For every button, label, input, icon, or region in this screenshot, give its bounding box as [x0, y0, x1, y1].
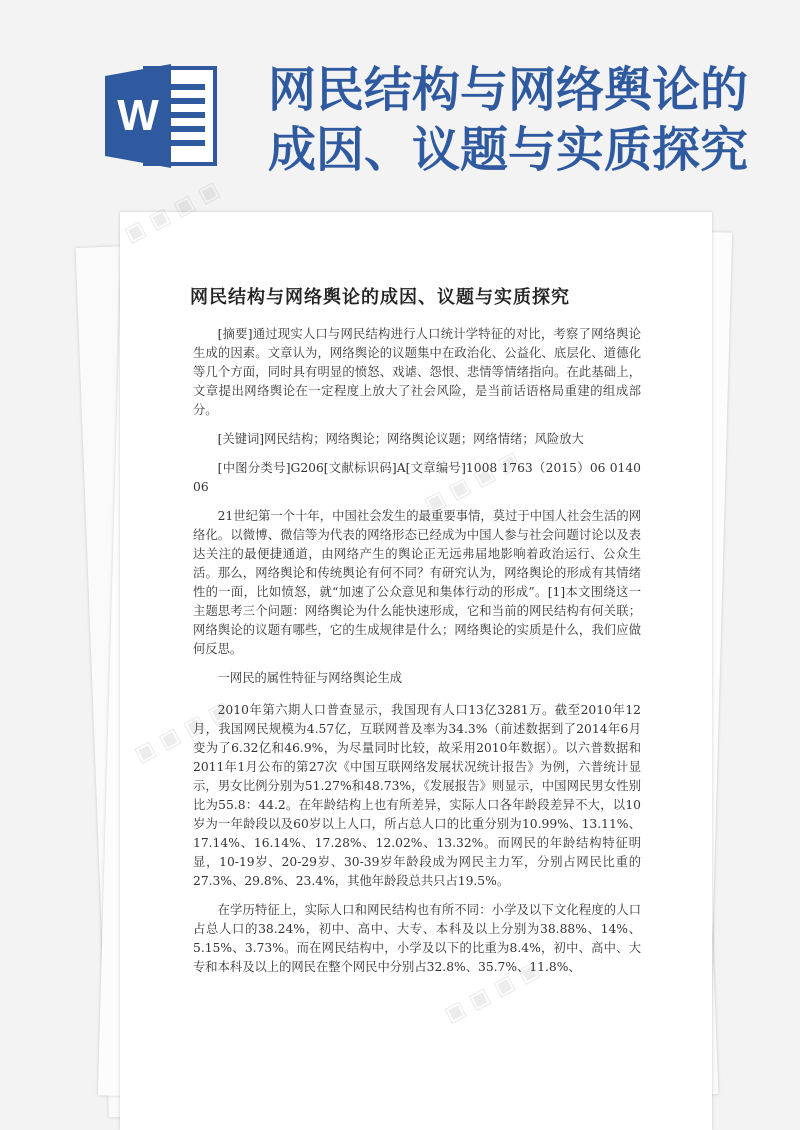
svg-text:W: W	[117, 91, 159, 140]
document-body	[193, 325, 641, 987]
education-paragraph: 在学历特征上，实际人口和网民结构也有所不同：小学及以下文化程度的人口占总人口的38.24%，初中、高中、大专、本科及以上分别为38.88%、14%、5.15%、3.73%。而在网民结构中，小学及以下的比重为8.4%，初中、高中、大专和本科及以上的网民在整个网民中分别占32.8%、35.7%、11.8%、	[193, 903, 641, 974]
banner-title-line1: 网民结构与网络舆论的	[268, 62, 749, 118]
classification-paragraph: [中图分类号]G206[文献标识码]A[文章编号]1008 1763（2015）06 0140 06	[193, 461, 641, 494]
document-title: 网民结构与网络舆论的成因、议题与实质探究	[190, 287, 570, 308]
header-banner	[0, 0, 800, 200]
census-paragraph: 2010年第六期人口普查显示，我国现有人口13亿3281万。截至2010年12月，我国网民规模为4.57亿，互联网普及率为34.3%（前述数据到了2014年6月变为了6.32亿和46.9%，为尽量同时比较，故采用2010年数据）。以六普数据和2011年1月公布的第27次《中国互联网络发展状况统计报告》为例，六普统计显示，男女比例分别为51.27%和48.73%，《发展报告》则显示，中国网民男女性别比为55.8：44.2。在年龄结构上也有所差异，实际人口各年龄段差异不大，以10岁为一年龄段以及60岁以上人口，所占总人口的比重分别为10.99%、13.11%、17.14%、16.14%、17.28%、12.02%、13.32%。而网民的年龄结构特征明显，10-19岁、20-29岁、30-39岁年龄段成为网民主力军，分别占网民比重的27.3%、29.8%、23.4%，其他年龄段总共只占19.5%。	[193, 703, 641, 888]
keywords-paragraph: [关键词]网民结构；网络舆论；网络舆论议题；网络情绪；风险放大	[217, 432, 584, 446]
banner-title	[268, 60, 788, 180]
banner-title-line2: 成因、议题与实质探究	[268, 122, 749, 178]
abstract-paragraph: [摘要]通过现实人口与网民结构进行人口统计学特征的对比，考察了网络舆论生成的因素。文章认为，网络舆论的议题集中在政治化、公益化、底层化、道德化等几个方面，同时具有明显的愤怒、戏谑、怨恨、悲情等情绪指向。在此基础上，文章提出网络舆论在一定程度上放大了社会风险，是当前话语格局重建的组成部分。	[193, 327, 641, 417]
section-heading: 一网民的属性特征与网络舆论生成	[217, 671, 403, 685]
word-document-icon	[105, 62, 223, 170]
intro-paragraph: 21世纪第一个十年，中国社会发生的最重要事情，莫过于中国人社会生活的网络化。以微博、微信等为代表的网络形态已经成为中国人参与社会问题讨论以及表达关注的最便捷通道，由网络产生的舆论正无远弗届地影响着政治运行、公众生活。那么，网络舆论和传统舆论有何不同？有研究认为，网络舆论的形成有其情绪性的一面，比如愤怒，就“加速了公众意见和集体行动的形成”。[1]本文围绕这一主题思考三个问题：网络舆论为什么能快速形成，它和当前的网民结构有何关联；网络舆论的议题有哪些，它的生成规律是什么；网络舆论的实质是什么，我们应做何反思。	[193, 509, 641, 656]
